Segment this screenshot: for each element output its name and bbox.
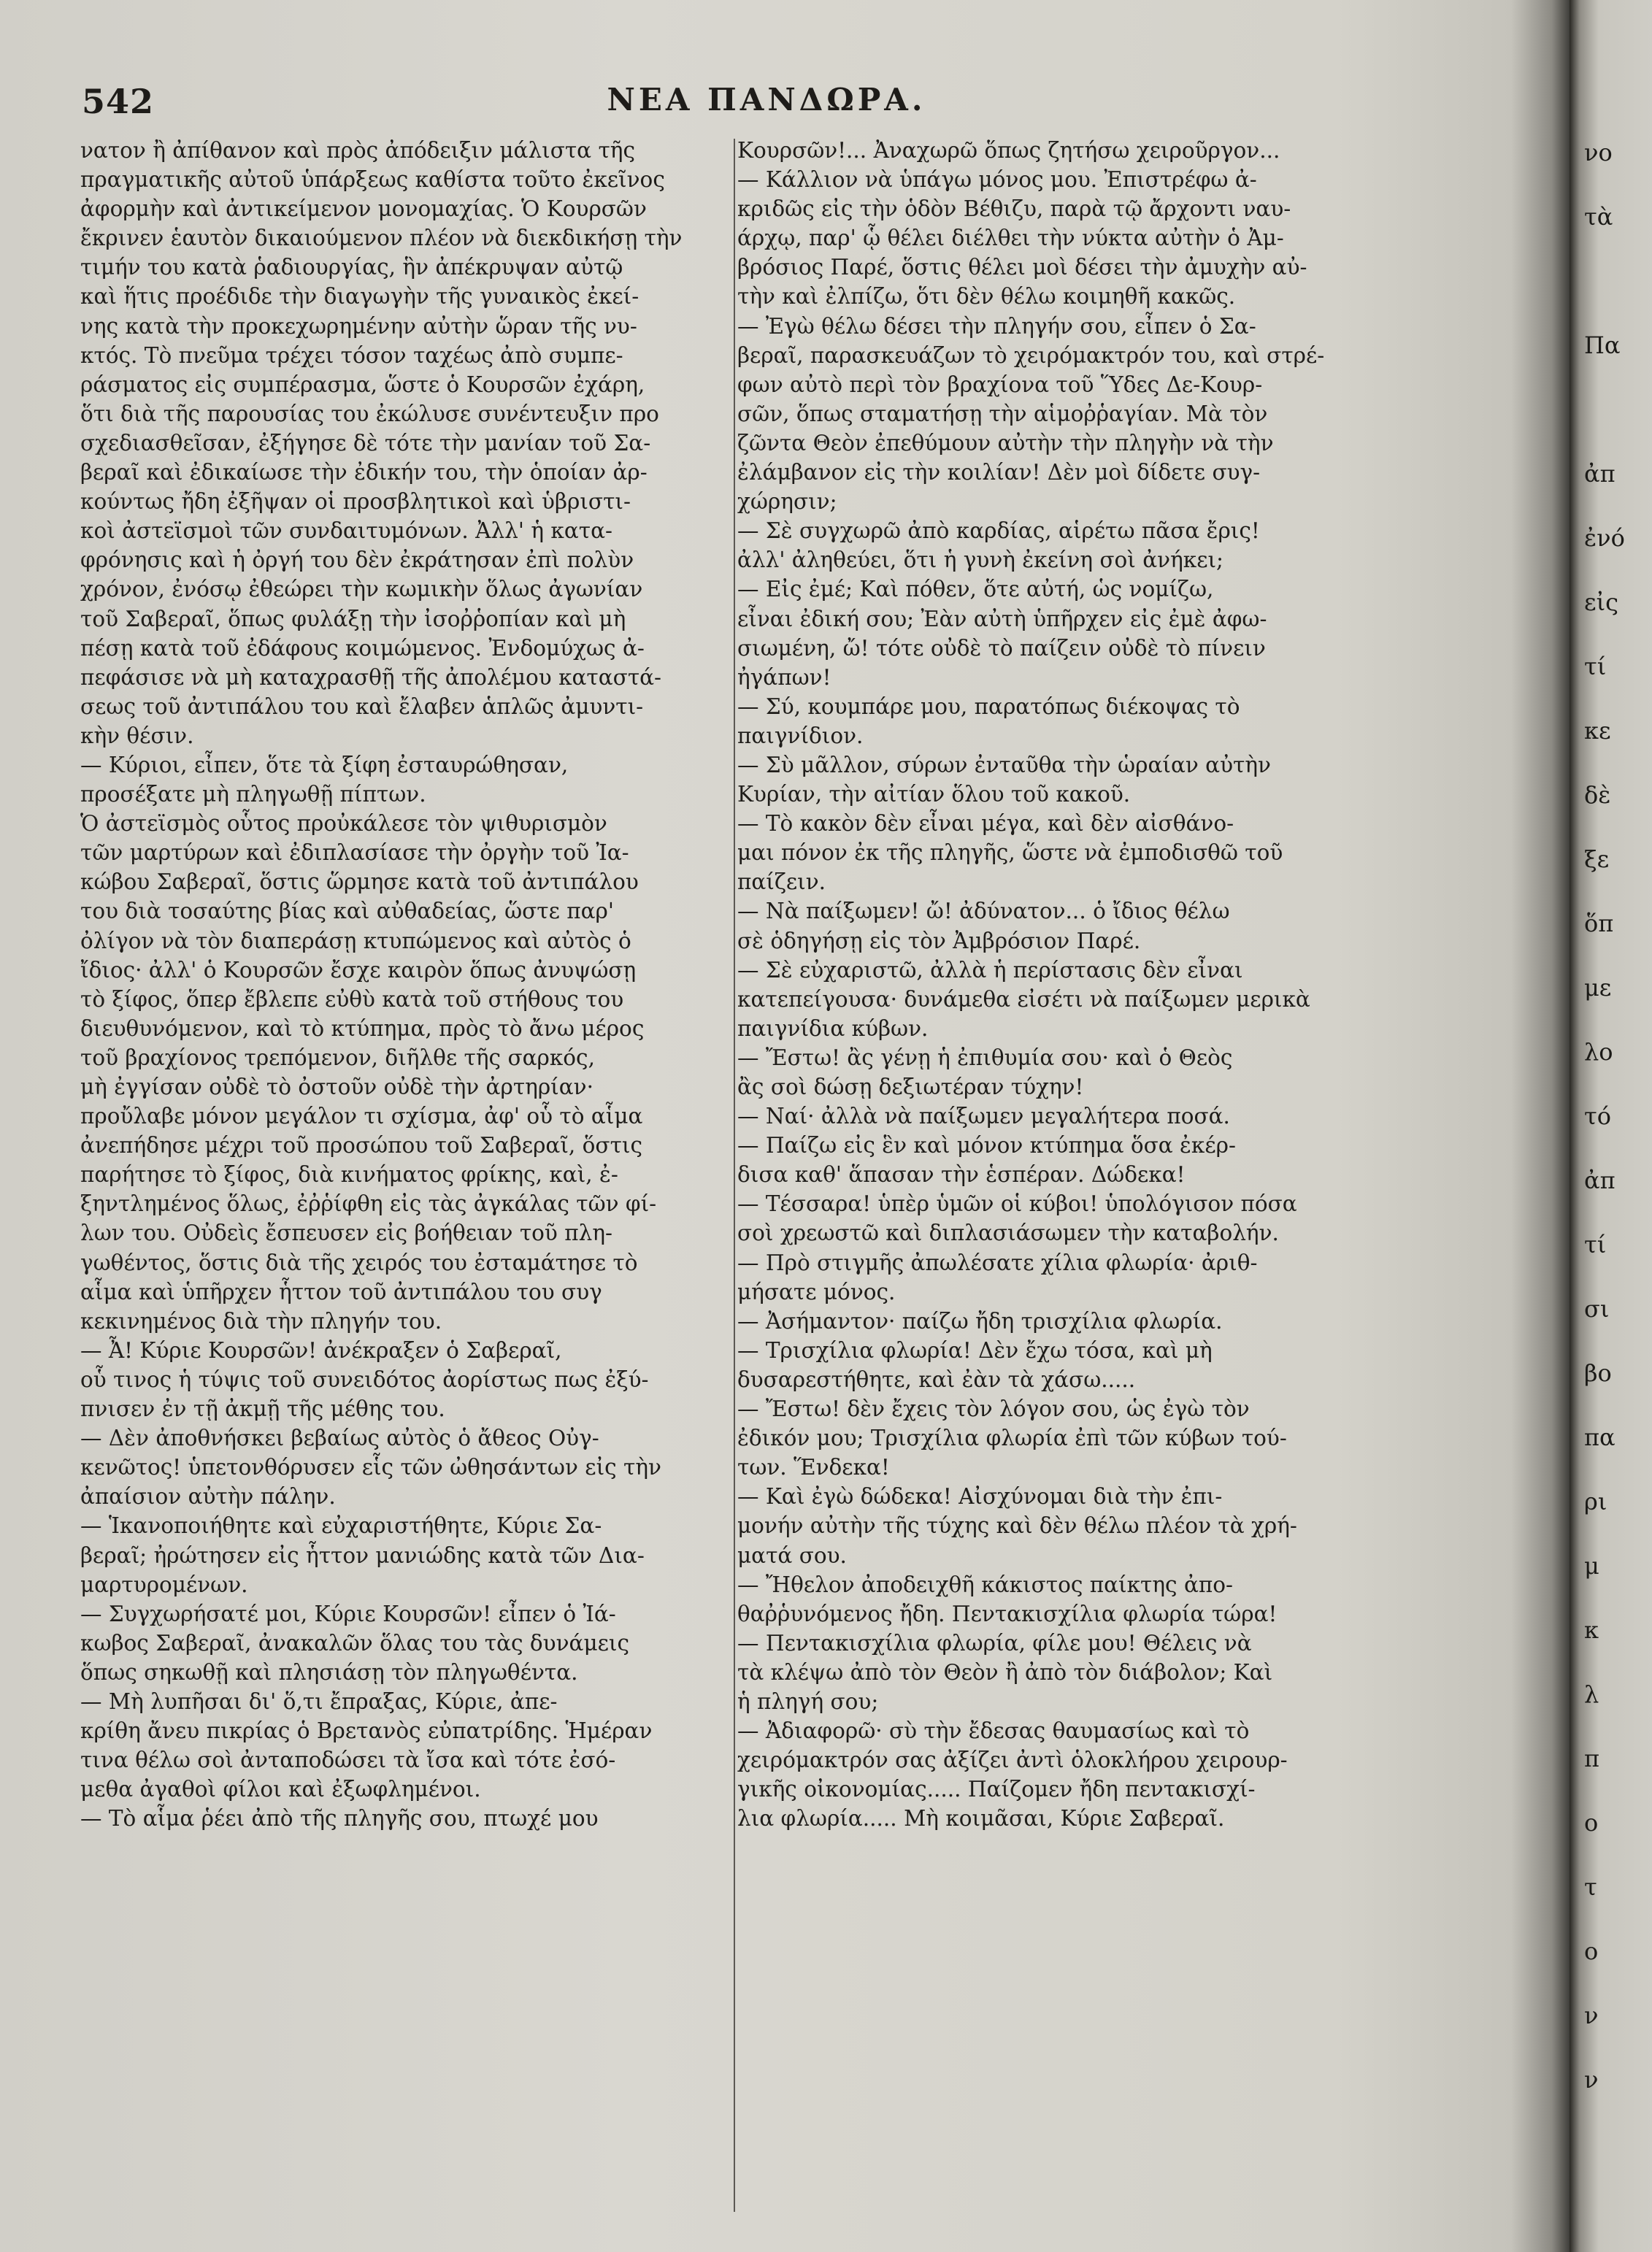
page-header xyxy=(0,82,1511,133)
text-line: κενῶτος! ὑπετονθόρυσεν εἷς τῶν ὠθησάντων εἰς τὴν xyxy=(80,1455,661,1480)
column-divider xyxy=(734,139,735,2212)
adjacent-page-fragment: ο xyxy=(1584,1809,1599,1837)
text-line: ὅτι διὰ τῆς παρουσίας του ἐκώλυσε συνέντευξιν προ xyxy=(80,401,659,426)
text-line: κριδῶς εἰς τὴν ὁδὸν Βέθιζυ, παρὰ τῷ ἄρχοντι ναυ- xyxy=(737,196,1291,222)
adjacent-page-fragment: λ xyxy=(1584,1680,1599,1708)
text-line: νης κατὰ τὴν προκεχωρημένην αὐτὴν ὥραν τῆς νυ- xyxy=(80,313,637,339)
text-line: — Τέσσαρα! ὑπὲρ ὑμῶν οἱ κύβοι! ὑπολόγισον πόσα xyxy=(737,1191,1297,1217)
text-line: πνισεν ἐν τῇ ἀκμῇ τῆς μέθης του. xyxy=(80,1396,445,1422)
text-line: χειρόμακτρόν σας ἀξίζει ἀντὶ ὁλοκλήρου χειρουρ- xyxy=(737,1748,1288,1773)
text-line: Ὁ ἀστεϊσμὸς οὗτος προὐκάλεσε τὸν ψιθυρισμὸν xyxy=(80,811,607,837)
text-line: νατον ἢ ἀπίθανον καὶ πρὸς ἀπόδειξιν μάλιστα τῆς xyxy=(80,138,635,163)
text-line: ἀπαίσιον αὐτὴν πάλην. xyxy=(80,1484,336,1510)
text-line: προὔλαβε μόνον μεγάλον τι σχίσμα, ἀφ' οὗ τὸ αἷμα xyxy=(80,1104,643,1129)
adjacent-page-fragment: Πα xyxy=(1584,331,1621,359)
text-line: κεκινημένος διὰ τὴν πληγήν του. xyxy=(80,1308,442,1334)
text-line: κώβου Σαβεραῖ, ὅστις ὥρμησε κατὰ τοῦ ἀντιπάλου xyxy=(80,869,639,895)
adjacent-page-fragment: ὅπ xyxy=(1584,910,1614,937)
adjacent-page-fragment: δὲ xyxy=(1584,781,1611,809)
text-line: κὴν θέσιν. xyxy=(80,723,194,748)
text-line: καὶ ἥτις προέδιδε τὴν διαγωγὴν τῆς γυναικὸς ἐκεί- xyxy=(80,284,639,310)
text-line: τινα θέλω σοὶ ἀνταποδώσει τὰ ἴσα καὶ τότε ἐσό- xyxy=(80,1748,616,1773)
adjacent-page-fragment: βο xyxy=(1584,1359,1612,1387)
text-line: εἶναι ἐδική σου; Ἐὰν αὐτὴ ὑπῆρχεν εἰς ἐμὲ ἀφω- xyxy=(737,606,1267,631)
text-line: — Σὲ συγχωρῶ ἀπὸ καρδίας, αἱρέτω πᾶσα ἔρις! xyxy=(737,518,1260,544)
text-line: — Εἰς ἐμέ; Καὶ πόθεν, ὅτε αὐτή, ὡς νομίζω, xyxy=(737,577,1214,602)
text-line: ὅπως σηκωθῇ καὶ πλησιάσῃ τὸν πληγωθέντα. xyxy=(80,1659,578,1685)
text-line: — Συγχωρήσατέ μοι, Κύριε Κουρσῶν! εἶπεν ὁ Ἰά- xyxy=(80,1601,616,1626)
text-line: μονήν αὐτὴν τῆς τύχης καὶ δὲν θέλω πλέον τὰ χρή- xyxy=(737,1513,1297,1539)
text-line: ξηντλημένος ὅλως, ἐῤῥίφθη εἰς τὰς ἀγκάλας τῶν φί- xyxy=(80,1191,657,1217)
text-line: ἐδικόν μου; Τρισχίλια φλωρία ἐπὶ τῶν κύβων τού- xyxy=(737,1426,1287,1451)
text-line: — Σὲ εὐχαριστῶ, ἀλλὰ ἡ περίστασις δὲν εἶναι xyxy=(737,957,1243,983)
text-line: του διὰ τοσαύτης βίας καὶ αὐθαδείας, ὥστε παρ' xyxy=(80,899,615,924)
adjacent-page-edge xyxy=(1570,0,1652,2252)
right-text-column xyxy=(737,136,1398,1833)
text-line: βεραῖ; ἠρώτησεν εἰς ἧττον μανιώδης κατὰ τῶν Δια- xyxy=(80,1542,645,1568)
text-line: — Τὸ κακὸν δὲν εἶναι μέγα, καὶ δὲν αἰσθάνο- xyxy=(737,811,1234,837)
text-line: — Σὺ μᾶλλον, σύρων ἐνταῦθα τὴν ὡραίαν αὐτὴν xyxy=(737,752,1271,777)
text-line: κούντως ἤδη ἐξῆψαν οἱ προσβλητικοὶ καὶ ὑβριστι- xyxy=(80,489,631,515)
text-line: πεφάσισε νὰ μὴ καταχρασθῇ τῆς ἀπολέμου καταστά- xyxy=(80,664,662,690)
adjacent-page-fragment: σι xyxy=(1584,1295,1610,1323)
adjacent-page-fragment: τί xyxy=(1584,1231,1607,1258)
adjacent-page-fragment: κ xyxy=(1584,1616,1599,1644)
adjacent-page-fragment: τὰ xyxy=(1584,203,1613,231)
text-line: ἀνεπήδησε μέχρι τοῦ προσώπου τοῦ Σαβεραῖ, ὅστις xyxy=(80,1133,642,1158)
text-line: ζῶντα Θεὸν ἐπεθύμουν αὐτὴν τὴν πληγὴν νὰ τὴν xyxy=(737,430,1274,456)
text-line: παιγνίδια κύβων. xyxy=(737,1015,929,1041)
text-line: ἡ πληγή σου; xyxy=(737,1688,879,1714)
text-line: — Κάλλιον νὰ ὑπάγω μόνος μου. Ἐπιστρέφω ἀ- xyxy=(737,167,1257,193)
adjacent-page-fragment: ξε xyxy=(1584,845,1610,873)
text-line: χρόνον, ἐνόσῳ ἐθεώρει τὴν κωμικὴν ὅλως ἀγωνίαν xyxy=(80,577,643,602)
text-line: φων αὐτὸ περὶ τὸν βραχίονα τοῦ Ὕδες Δε-Κουρ- xyxy=(737,372,1263,397)
text-line: — Ἔστω! δὲν ἔχεις τὸν λόγον σου, ὡς ἐγὼ τὸν xyxy=(737,1396,1250,1422)
text-line: — Ἀσήμαντον· παίζω ἤδη τρισχίλια φλωρία. xyxy=(737,1308,1223,1334)
adjacent-page-fragment: ο xyxy=(1584,1937,1599,1965)
text-line: γικῆς οἰκονομίας..... Παίζομεν ἤδη πεντακισχί- xyxy=(737,1777,1256,1802)
adjacent-page-fragment: τί xyxy=(1584,653,1607,680)
text-line: μὴ ἐγγίσαν οὐδὲ τὸ ὀστοῦν οὐδὲ τὴν ἀρτηρίαν· xyxy=(80,1075,593,1099)
text-line: ἂς σοὶ δώσῃ δεξιωτέραν τύχην! xyxy=(737,1075,1084,1099)
text-line: άρχῳ, παρ' ᾧ θέλει διέλθει τὴν νύκτα αὐτὴν ὁ Ἀμ- xyxy=(737,226,1284,251)
text-line: — Ἀδιαφορῶ· σὺ τὴν ἔδεσας θαυμασίως καὶ τὸ xyxy=(737,1718,1250,1744)
text-line: — Παίζω εἰς ἓν καὶ μόνον κτύπημα ὅσα ἐκέρ- xyxy=(737,1133,1236,1158)
binding-gutter-shadow xyxy=(1511,0,1570,2252)
adjacent-page-fragment: νο xyxy=(1584,139,1613,166)
text-line: σιωμένη, ὤ! τότε οὐδὲ τὸ παίζειν οὐδὲ τὸ πίνειν xyxy=(737,635,1266,661)
text-line: δυσαρεστήθητε, καὶ ἐὰν τὰ χάσω..... xyxy=(737,1367,1136,1392)
text-line: — Τὸ αἷμα ῥέει ἀπὸ τῆς πληγῆς σου, πτωχέ μου xyxy=(80,1806,599,1832)
text-line: πέσῃ κατὰ τοῦ ἐδάφους κοιμώμενος. Ἐνδομύχως ἀ- xyxy=(80,635,645,661)
adjacent-page-fragment: με xyxy=(1584,974,1612,1002)
text-line: — Κύριοι, εἶπεν, ὅτε τὰ ξίφη ἐσταυρώθησαν, xyxy=(80,752,569,777)
text-line: τὰ κλέψω ἀπὸ τὸν Θεὸν ἢ ἀπὸ τὸν διάβολον; Καὶ xyxy=(737,1659,1273,1685)
text-line: πραγματικῆς αὐτοῦ ὑπάρξεως καθίστα τοῦτο ἐκεῖνος xyxy=(80,167,665,193)
text-line: τὴν καὶ ἐλπίζω, ὅτι δὲν θέλω κοιμηθῆ κακῶς. xyxy=(737,284,1236,310)
text-line: τῶν μαρτύρων καὶ ἐδιπλασίασε τὴν ὀργὴν τοῦ Ἰα- xyxy=(80,840,629,866)
text-line: κατεπείγουσα· δυνάμεθα εἰσέτι νὰ παίξωμεν μερικὰ xyxy=(737,986,1310,1012)
text-line: σῶν, ὅπως σταματήσῃ τὴν αἱμοῤῥαγίαν. Μὰ τὸν xyxy=(737,401,1268,426)
adjacent-page-fragment: ἀπ xyxy=(1584,460,1615,488)
text-line: — Τρισχίλια φλωρία! Δὲν ἔχω τόσα, καὶ μὴ xyxy=(737,1337,1213,1363)
text-line: σὲ ὁδηγήσῃ εἰς τὸν Ἀμβρόσιον Παρέ. xyxy=(737,928,1141,953)
adjacent-page-fragment: τ xyxy=(1584,1873,1597,1901)
adjacent-page-fragment: ἐνό xyxy=(1584,524,1625,552)
adjacent-page-fragment: κε xyxy=(1584,717,1611,745)
adjacent-page-fragment: ρι xyxy=(1584,1488,1607,1515)
text-line: λια φλωρία..... Μὴ κοιμᾶσαι, Κύριε Σαβεραῖ. xyxy=(737,1806,1225,1832)
text-line: — Πρὸ στιγμῆς ἀπωλέσατε χίλια φλωρία· ἀριθ- xyxy=(737,1250,1258,1275)
text-line: ἴδιος· ἀλλ' ὁ Κουρσῶν ἔσχε καιρὸν ὅπως ἀνυψώσῃ xyxy=(80,957,637,983)
text-line: μεθα ἀγαθοὶ φίλοι καὶ ἐξωφλημένοι. xyxy=(80,1777,481,1802)
text-line: τοῦ Σαβεραῖ, ὅπως φυλάξῃ τὴν ἰσοῤῥοπίαν καὶ μὴ xyxy=(80,606,626,631)
text-line: σοὶ χρεωστῶ καὶ διπλασιάσωμεν τὴν καταβολήν. xyxy=(737,1221,1279,1246)
text-line: ἀλλ' ἀληθεύει, ὅτι ἡ γυνὴ ἐκείνη σοὶ ἀνήκει; xyxy=(737,547,1223,573)
adjacent-page-fragment: ν xyxy=(1584,2066,1599,2094)
text-line: παιγνίδιον. xyxy=(737,723,864,748)
text-line: θαῤῥυνόμενος ἤδη. Πεντακισχίλια φλωρία τώρα! xyxy=(737,1601,1278,1626)
text-line: — Πεντακισχίλια φλωρία, φίλε μου! Θέλεις νὰ xyxy=(737,1630,1252,1656)
text-line: προσέξατε μὴ πληγωθῇ πίπτων. xyxy=(80,782,426,807)
text-line: τοῦ βραχίονος τρεπόμενον, διῆλθε τῆς σαρκός, xyxy=(80,1045,595,1070)
text-line: ἠγάπων! xyxy=(737,664,831,690)
text-line: — Ναί· ἀλλὰ νὰ παίξωμεν μεγαλήτερα ποσά. xyxy=(737,1104,1230,1129)
text-line: ἀφορμὴν καὶ ἀντικείμενον μονομαχίας. Ὁ Κουρσῶν xyxy=(80,196,647,222)
text-line: μαι πόνον ἐκ τῆς πληγῆς, ὥστε νὰ ἐμποδισθῶ τοῦ xyxy=(737,840,1283,866)
adjacent-page-fragment: εἰς xyxy=(1584,588,1619,616)
page-number: 542 xyxy=(82,82,155,121)
text-line: δισα καθ' ἅπασαν τὴν ἑσπέραν. Δώδεκα! xyxy=(737,1162,1186,1188)
text-line: — Ἔστω! ἂς γένῃ ἡ ἐπιθυμία σου· καὶ ὁ Θεὸς xyxy=(737,1045,1233,1070)
text-line: παίζειν. xyxy=(737,869,826,895)
text-line: βρόσιος Παρέ, ὅστις θέλει μοὶ δέσει τὴν ἀμυχὴν αὐ- xyxy=(737,255,1307,280)
text-line: τὸ ξίφος, ὅπερ ἔβλεπε εὐθὺ κατὰ τοῦ στήθους του xyxy=(80,986,624,1012)
text-line: — Ἱκανοποιήθητε καὶ εὐχαριστήθητε, Κύριε Σα- xyxy=(80,1513,602,1539)
text-line: — Δὲν ἀποθνήσκει βεβαίως αὐτὸς ὁ ἄθεος Οὐγ- xyxy=(80,1426,599,1451)
text-line: των. Ἕνδεκα! xyxy=(737,1455,890,1480)
text-line: ράσματος εἰς συμπέρασμα, ὥστε ὁ Κουρσῶν ἐχάρη, xyxy=(80,372,645,397)
text-line: ματά σου. xyxy=(737,1542,847,1568)
text-line: βεραῖ, παρασκευάζων τὸ χειρόμακτρόν του, καὶ στρέ- xyxy=(737,342,1325,368)
text-line: ἐλάμβανον εἰς τὴν κοιλίαν! Δὲν μοὶ δίδετε συγ- xyxy=(737,460,1261,485)
text-line: ἔκρινεν ἑαυτὸν δικαιούμενον πλέον νὰ διεκδικήσῃ τὴν xyxy=(80,226,683,251)
text-line: κωβος Σαβεραῖ, ἀνακαλῶν ὅλας του τὰς δυνάμεις xyxy=(80,1630,630,1656)
adjacent-page-fragment: μ xyxy=(1584,1552,1599,1580)
text-line: τιμήν του κατὰ ῥαδιουργίας, ἣν ἀπέκρυψαν αὐτῷ xyxy=(80,255,623,280)
text-line: παρήτησε τὸ ξίφος, διὰ κινήματος φρίκης, καὶ, ἐ- xyxy=(80,1162,618,1188)
text-line: αἷμα καὶ ὑπῆρχεν ἧττον τοῦ ἀντιπάλου του συγ xyxy=(80,1279,602,1304)
text-line: σχεδιασθεῖσαν, ἐξήγησε δὲ τότε τὴν μανίαν τοῦ Σα- xyxy=(80,430,651,456)
adjacent-page-fragment: πα xyxy=(1584,1423,1615,1451)
text-line: λων του. Οὐδεὶς ἔσπευσεν εἰς βοήθειαν τοῦ πλη- xyxy=(80,1221,612,1246)
text-line: οὗ τινος ἡ τύψις τοῦ συνειδότος ἀορίστως πως ἐξύ- xyxy=(80,1367,649,1392)
text-line: — Ἆ! Κύριε Κουρσῶν! ἀνέκραξεν ὁ Σαβεραῖ, xyxy=(80,1337,562,1363)
text-line: — Ἤθελον ἀποδειχθῆ κάκιστος παίκτης ἀπο- xyxy=(737,1572,1233,1597)
text-line: σεως τοῦ ἀντιπάλου του καὶ ἔλαβεν ἁπλῶς ἀμυντι- xyxy=(80,693,644,719)
text-line: ὀλίγον νὰ τὸν διαπεράσῃ κτυπώμενος καὶ αὐτὸς ὁ xyxy=(80,928,631,953)
text-line: διευθυνόμενον, καὶ τὸ κτύπημα, πρὸς τὸ ἄνω μέρος xyxy=(80,1015,645,1041)
adjacent-page-fragment: π xyxy=(1584,1745,1600,1772)
text-line: βεραῖ καὶ ἐδικαίωσε τὴν ἐδικήν του, τὴν ὁποίαν ἀρ- xyxy=(80,460,648,485)
text-line: μήσατε μόνος. xyxy=(737,1279,896,1304)
text-line: — Νὰ παίξωμεν! ὤ! ἀδύνατον... ὁ ἴδιος θέλω xyxy=(737,899,1230,924)
left-text-column xyxy=(80,136,737,1833)
text-line: — Καὶ ἐγὼ δώδεκα! Αἰσχύνομαι διὰ τὴν ἐπι- xyxy=(737,1484,1223,1510)
text-line: — Σύ, κουμπάρε μου, παρατόπως διέκοψας τὸ xyxy=(737,693,1240,719)
text-line: κτός. Τὸ πνεῦμα τρέχει τόσον ταχέως ἀπὸ συμπε- xyxy=(80,342,623,368)
text-line: — Ἐγὼ θέλω δέσει τὴν πληγήν σου, εἶπεν ὁ Σα- xyxy=(737,313,1256,339)
text-line: κρίθη ἄνευ πικρίας ὁ Βρετανὸς εὐπατρίδης. Ἡμέραν xyxy=(80,1718,653,1744)
text-line: γωθέντος, ὅστις διὰ τῆς χειρός του ἐσταμάτησε τὸ xyxy=(80,1250,638,1275)
text-line: χώρησιν; xyxy=(737,489,837,515)
text-line: φρόνησις καὶ ἡ ὀργή του δὲν ἐκράτησαν ἐπὶ πολὺν xyxy=(80,547,634,573)
adjacent-page-fragment: ν xyxy=(1584,2002,1599,2029)
text-line: — Μὴ λυπῆσαι δι' ὅ,τι ἔπραξας, Κύριε, ἀπε- xyxy=(80,1688,558,1714)
text-line: κοὶ ἀστεϊσμοὶ τῶν συνδαιτυμόνων. Ἀλλ' ἡ κατα- xyxy=(80,518,612,544)
running-title: ΝΕΑ ΠΑΝΔΩΡΑ. xyxy=(607,82,926,118)
adjacent-page-fragment: τό xyxy=(1584,1102,1611,1130)
adjacent-page-fragment: λο xyxy=(1584,1038,1613,1066)
text-line: μαρτυρομένων. xyxy=(80,1572,248,1597)
adjacent-page-fragment: ἀπ xyxy=(1584,1167,1615,1194)
text-line: Κουρσῶν!... Ἀναχωρῶ ὅπως ζητήσω χειροῦργον... xyxy=(737,138,1280,163)
text-line: Κυρίαν, τὴν αἰτίαν ὅλου τοῦ κακοῦ. xyxy=(737,782,1131,807)
